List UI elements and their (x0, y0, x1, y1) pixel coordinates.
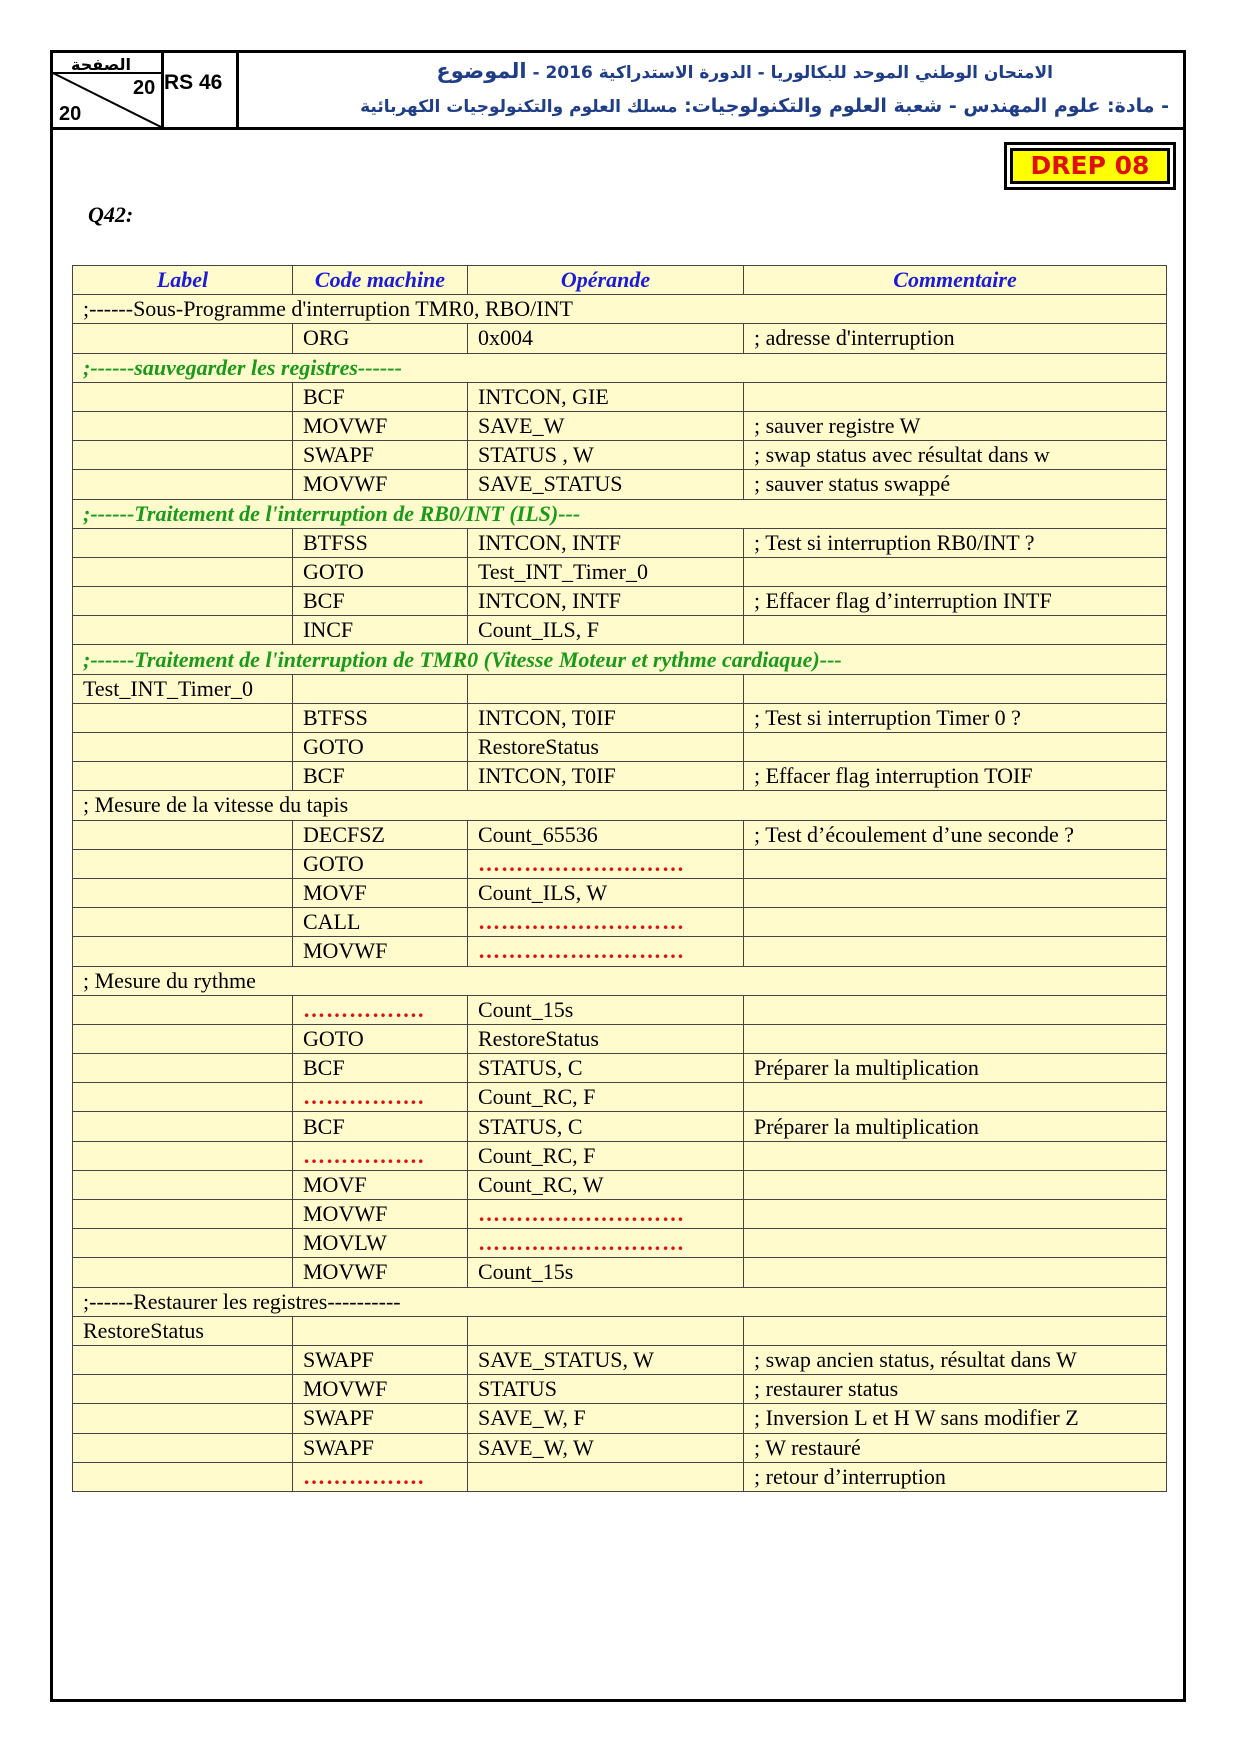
cell-label (73, 849, 293, 878)
cell-code (293, 674, 468, 703)
table-row (73, 762, 1167, 791)
cell-label (73, 1229, 293, 1258)
section-comment: ; Mesure du rythme (73, 966, 1167, 995)
cell-operand: SAVE_STATUS, W (468, 1345, 744, 1374)
cell-code: SWAPF (293, 441, 468, 470)
table-row (73, 1141, 1167, 1170)
fill-in-blank[interactable]: ……………………… (468, 908, 744, 937)
cell-operand: STATUS (468, 1375, 744, 1404)
cell-comment (744, 1229, 1167, 1258)
cell-comment (744, 616, 1167, 645)
cell-comment: ; sauver status swappé (744, 470, 1167, 499)
cell-operand: STATUS , W (468, 441, 744, 470)
subject-word: الموضوع (436, 59, 527, 83)
cell-comment (744, 1024, 1167, 1053)
header-commentaire: Commentaire (744, 266, 1167, 295)
cell-label (73, 1258, 293, 1287)
cell-operand: Count_15s (468, 995, 744, 1024)
cell-code: MOVWF (293, 937, 468, 966)
section-comment: ;------Traitement de l'interruption de TMR0 (Vitesse Moteur et rythme cardiaque)--- (73, 645, 1167, 674)
cell-operand: Count_15s (468, 1258, 744, 1287)
table-row (73, 470, 1167, 499)
cell-operand: SAVE_W, F (468, 1404, 744, 1433)
cell-label (73, 878, 293, 907)
track-name: مسلك العلوم والتكنولوجيات الكهربائية (360, 97, 678, 117)
table-row (73, 441, 1167, 470)
cell-comment: Préparer la multiplication (744, 1054, 1167, 1083)
cell-operand: INTCON, INTF (468, 587, 744, 616)
cell-comment: Préparer la multiplication (744, 1112, 1167, 1141)
page-number-box (53, 53, 164, 127)
cell-operand (468, 674, 744, 703)
exam-header (53, 53, 1183, 130)
fill-in-blank[interactable]: ……………. (293, 995, 468, 1024)
table-row (73, 1258, 1167, 1287)
exam-code: RS 46 (161, 53, 239, 127)
fill-in-blank[interactable]: ……………. (293, 1083, 468, 1112)
cell-operand: SAVE_W, W (468, 1433, 744, 1462)
fill-in-blank[interactable]: ……………………… (468, 1229, 744, 1258)
cell-comment (744, 878, 1167, 907)
table-row (73, 674, 1167, 703)
cell-label (73, 908, 293, 937)
cell-label (73, 1404, 293, 1433)
cell-comment (744, 995, 1167, 1024)
cell-code: BCF (293, 382, 468, 411)
cell-operand: INTCON, GIE (468, 382, 744, 411)
cell-code: MOVF (293, 1170, 468, 1199)
cell-operand: Count_65536 (468, 820, 744, 849)
fill-in-blank[interactable]: ……………. (293, 1141, 468, 1170)
table-header-row (73, 266, 1167, 295)
cell-operand: Count_RC, F (468, 1141, 744, 1170)
drep-label: DREP 08 (1010, 148, 1170, 184)
cell-code: SWAPF (293, 1404, 468, 1433)
cell-label (73, 411, 293, 440)
cell-comment: ; Effacer flag d’interruption INTF (744, 587, 1167, 616)
table-row (73, 1433, 1167, 1462)
cell-operand: Test_INT_Timer_0 (468, 557, 744, 586)
cell-comment (744, 1170, 1167, 1199)
table-row (73, 587, 1167, 616)
page-total: 20 (59, 103, 82, 125)
cell-comment: ; Test si interruption Timer 0 ? (744, 703, 1167, 732)
cell-code: BTFSS (293, 703, 468, 732)
section-comment: ;------Sous-Programme d'interruption TMR0, RBO/INT (73, 295, 1167, 324)
cell-code: GOTO (293, 733, 468, 762)
cell-code: ORG (293, 324, 468, 353)
cell-code: SWAPF (293, 1345, 468, 1374)
table-row (73, 1462, 1167, 1491)
cell-label (73, 1200, 293, 1229)
section-row (73, 499, 1167, 528)
exam-title-line-1 (436, 59, 1053, 83)
cell-comment (744, 674, 1167, 703)
section-row (73, 791, 1167, 820)
table-row (73, 1229, 1167, 1258)
table-row (73, 1083, 1167, 1112)
cell-label (73, 995, 293, 1024)
cell-code: GOTO (293, 1024, 468, 1053)
cell-label (73, 703, 293, 732)
section-row (73, 295, 1167, 324)
cell-label (73, 937, 293, 966)
cell-comment: ; W restauré (744, 1433, 1167, 1462)
cell-code: MOVWF (293, 1258, 468, 1287)
cell-label (73, 441, 293, 470)
cell-label (73, 820, 293, 849)
cell-comment: ; swap ancien status, résultat dans W (744, 1345, 1167, 1374)
cell-comment: ; restaurer status (744, 1375, 1167, 1404)
cell-label (73, 528, 293, 557)
cell-label (73, 1141, 293, 1170)
cell-label (73, 616, 293, 645)
table-row (73, 820, 1167, 849)
exam-title (242, 53, 1183, 127)
cell-comment (744, 1141, 1167, 1170)
question-label: Q42: (88, 202, 134, 227)
cell-operand: SAVE_STATUS (468, 470, 744, 499)
cell-comment (744, 908, 1167, 937)
table-row (73, 995, 1167, 1024)
cell-operand: INTCON, INTF (468, 528, 744, 557)
table-body (73, 295, 1167, 1492)
table-row (73, 1404, 1167, 1433)
fill-in-blank[interactable]: ……………………… (468, 937, 744, 966)
fill-in-blank[interactable]: ……………………… (468, 1200, 744, 1229)
table-row (73, 1112, 1167, 1141)
cell-label: RestoreStatus (73, 1316, 293, 1345)
exam-session: الامتحان الوطني الموحد للبكالوريا - الدورة الاستدراكية 2016 - (532, 63, 1053, 83)
table-row (73, 528, 1167, 557)
cell-comment: ; retour d’interruption (744, 1462, 1167, 1491)
cell-operand: Count_RC, F (468, 1083, 744, 1112)
header-label: Label (73, 266, 293, 295)
fill-in-blank[interactable]: ……………………… (468, 849, 744, 878)
cell-label: Test_INT_Timer_0 (73, 674, 293, 703)
cell-code: GOTO (293, 849, 468, 878)
table-row (73, 849, 1167, 878)
table-row (73, 733, 1167, 762)
cell-label (73, 1112, 293, 1141)
table-row (73, 1345, 1167, 1374)
cell-code (293, 1316, 468, 1345)
cell-comment (744, 1258, 1167, 1287)
cell-label (73, 733, 293, 762)
cell-label (73, 557, 293, 586)
exam-title-line-2 (360, 95, 1169, 117)
cell-code: INCF (293, 616, 468, 645)
course-name: - مادة: علوم المهندس - شعبة العلوم والتكنولوجيات: (684, 95, 1169, 117)
table-row (73, 1200, 1167, 1229)
cell-comment: ; sauver registre W (744, 411, 1167, 440)
cell-label (73, 324, 293, 353)
cell-operand: STATUS, C (468, 1054, 744, 1083)
fill-in-blank[interactable]: ……………. (293, 1462, 468, 1491)
cell-code: BCF (293, 762, 468, 791)
cell-label (73, 587, 293, 616)
cell-label (73, 1462, 293, 1491)
cell-label (73, 1433, 293, 1462)
table-row (73, 1054, 1167, 1083)
header-operande: Opérande (468, 266, 744, 295)
cell-code: SWAPF (293, 1433, 468, 1462)
cell-code: MOVLW (293, 1229, 468, 1258)
table-row (73, 411, 1167, 440)
cell-operand: Count_ILS, W (468, 878, 744, 907)
table-row (73, 937, 1167, 966)
page-current: 20 (133, 77, 156, 99)
cell-comment: ; Test d’écoulement d’une seconde ? (744, 820, 1167, 849)
cell-comment (744, 557, 1167, 586)
cell-label (73, 1170, 293, 1199)
cell-code: DECFSZ (293, 820, 468, 849)
section-comment: ; Mesure de la vitesse du tapis (73, 791, 1167, 820)
cell-operand (468, 1462, 744, 1491)
cell-comment: ; Inversion L et H W sans modifier Z (744, 1404, 1167, 1433)
cell-operand: INTCON, T0IF (468, 703, 744, 732)
cell-operand (468, 1316, 744, 1345)
table-row (73, 1024, 1167, 1053)
table-row (73, 878, 1167, 907)
cell-code: GOTO (293, 557, 468, 586)
cell-label (73, 762, 293, 791)
section-comment: ;------sauvegarder les registres------ (73, 353, 1167, 382)
drep-badge (1004, 142, 1176, 190)
cell-comment: ; Test si interruption RB0/INT ? (744, 528, 1167, 557)
cell-comment (744, 733, 1167, 762)
table-row (73, 1375, 1167, 1404)
cell-operand: Count_ILS, F (468, 616, 744, 645)
cell-comment (744, 937, 1167, 966)
table-row (73, 703, 1167, 732)
cell-label (73, 1024, 293, 1053)
cell-comment (744, 382, 1167, 411)
table-row (73, 616, 1167, 645)
section-row (73, 966, 1167, 995)
cell-comment (744, 849, 1167, 878)
cell-comment: ; adresse d'interruption (744, 324, 1167, 353)
section-row (73, 1287, 1167, 1316)
table-row (73, 908, 1167, 937)
header-code-machine: Code machine (293, 266, 468, 295)
cell-code: MOVWF (293, 1200, 468, 1229)
cell-label (73, 470, 293, 499)
cell-operand: INTCON, T0IF (468, 762, 744, 791)
cell-label (73, 1375, 293, 1404)
cell-code: BTFSS (293, 528, 468, 557)
cell-comment (744, 1316, 1167, 1345)
table-row (73, 324, 1167, 353)
section-comment: ;------Traitement de l'interruption de RB0/INT (ILS)--- (73, 499, 1167, 528)
cell-code: BCF (293, 587, 468, 616)
section-row (73, 353, 1167, 382)
page-label: الصفحة (71, 55, 132, 74)
cell-operand: SAVE_W (468, 411, 744, 440)
cell-label (73, 1345, 293, 1374)
cell-label (73, 382, 293, 411)
cell-code: MOVWF (293, 411, 468, 440)
table-row (73, 1170, 1167, 1199)
cell-code: MOVF (293, 878, 468, 907)
table-row (73, 382, 1167, 411)
cell-code: BCF (293, 1112, 468, 1141)
cell-comment: ; Effacer flag interruption TOIF (744, 762, 1167, 791)
cell-label (73, 1083, 293, 1112)
assembly-code-table (72, 265, 1167, 1492)
cell-label (73, 1054, 293, 1083)
cell-operand: STATUS, C (468, 1112, 744, 1141)
cell-comment (744, 1200, 1167, 1229)
cell-operand: RestoreStatus (468, 1024, 744, 1053)
cell-operand: Count_RC, W (468, 1170, 744, 1199)
cell-code: CALL (293, 908, 468, 937)
table-row (73, 557, 1167, 586)
table-row (73, 1316, 1167, 1345)
cell-code: MOVWF (293, 1375, 468, 1404)
cell-operand: 0x004 (468, 324, 744, 353)
section-comment: ;------Restaurer les registres---------- (73, 1287, 1167, 1316)
cell-comment: ; swap status avec résultat dans w (744, 441, 1167, 470)
cell-comment (744, 1083, 1167, 1112)
cell-operand: RestoreStatus (468, 733, 744, 762)
cell-code: BCF (293, 1054, 468, 1083)
cell-code: MOVWF (293, 470, 468, 499)
section-row (73, 645, 1167, 674)
